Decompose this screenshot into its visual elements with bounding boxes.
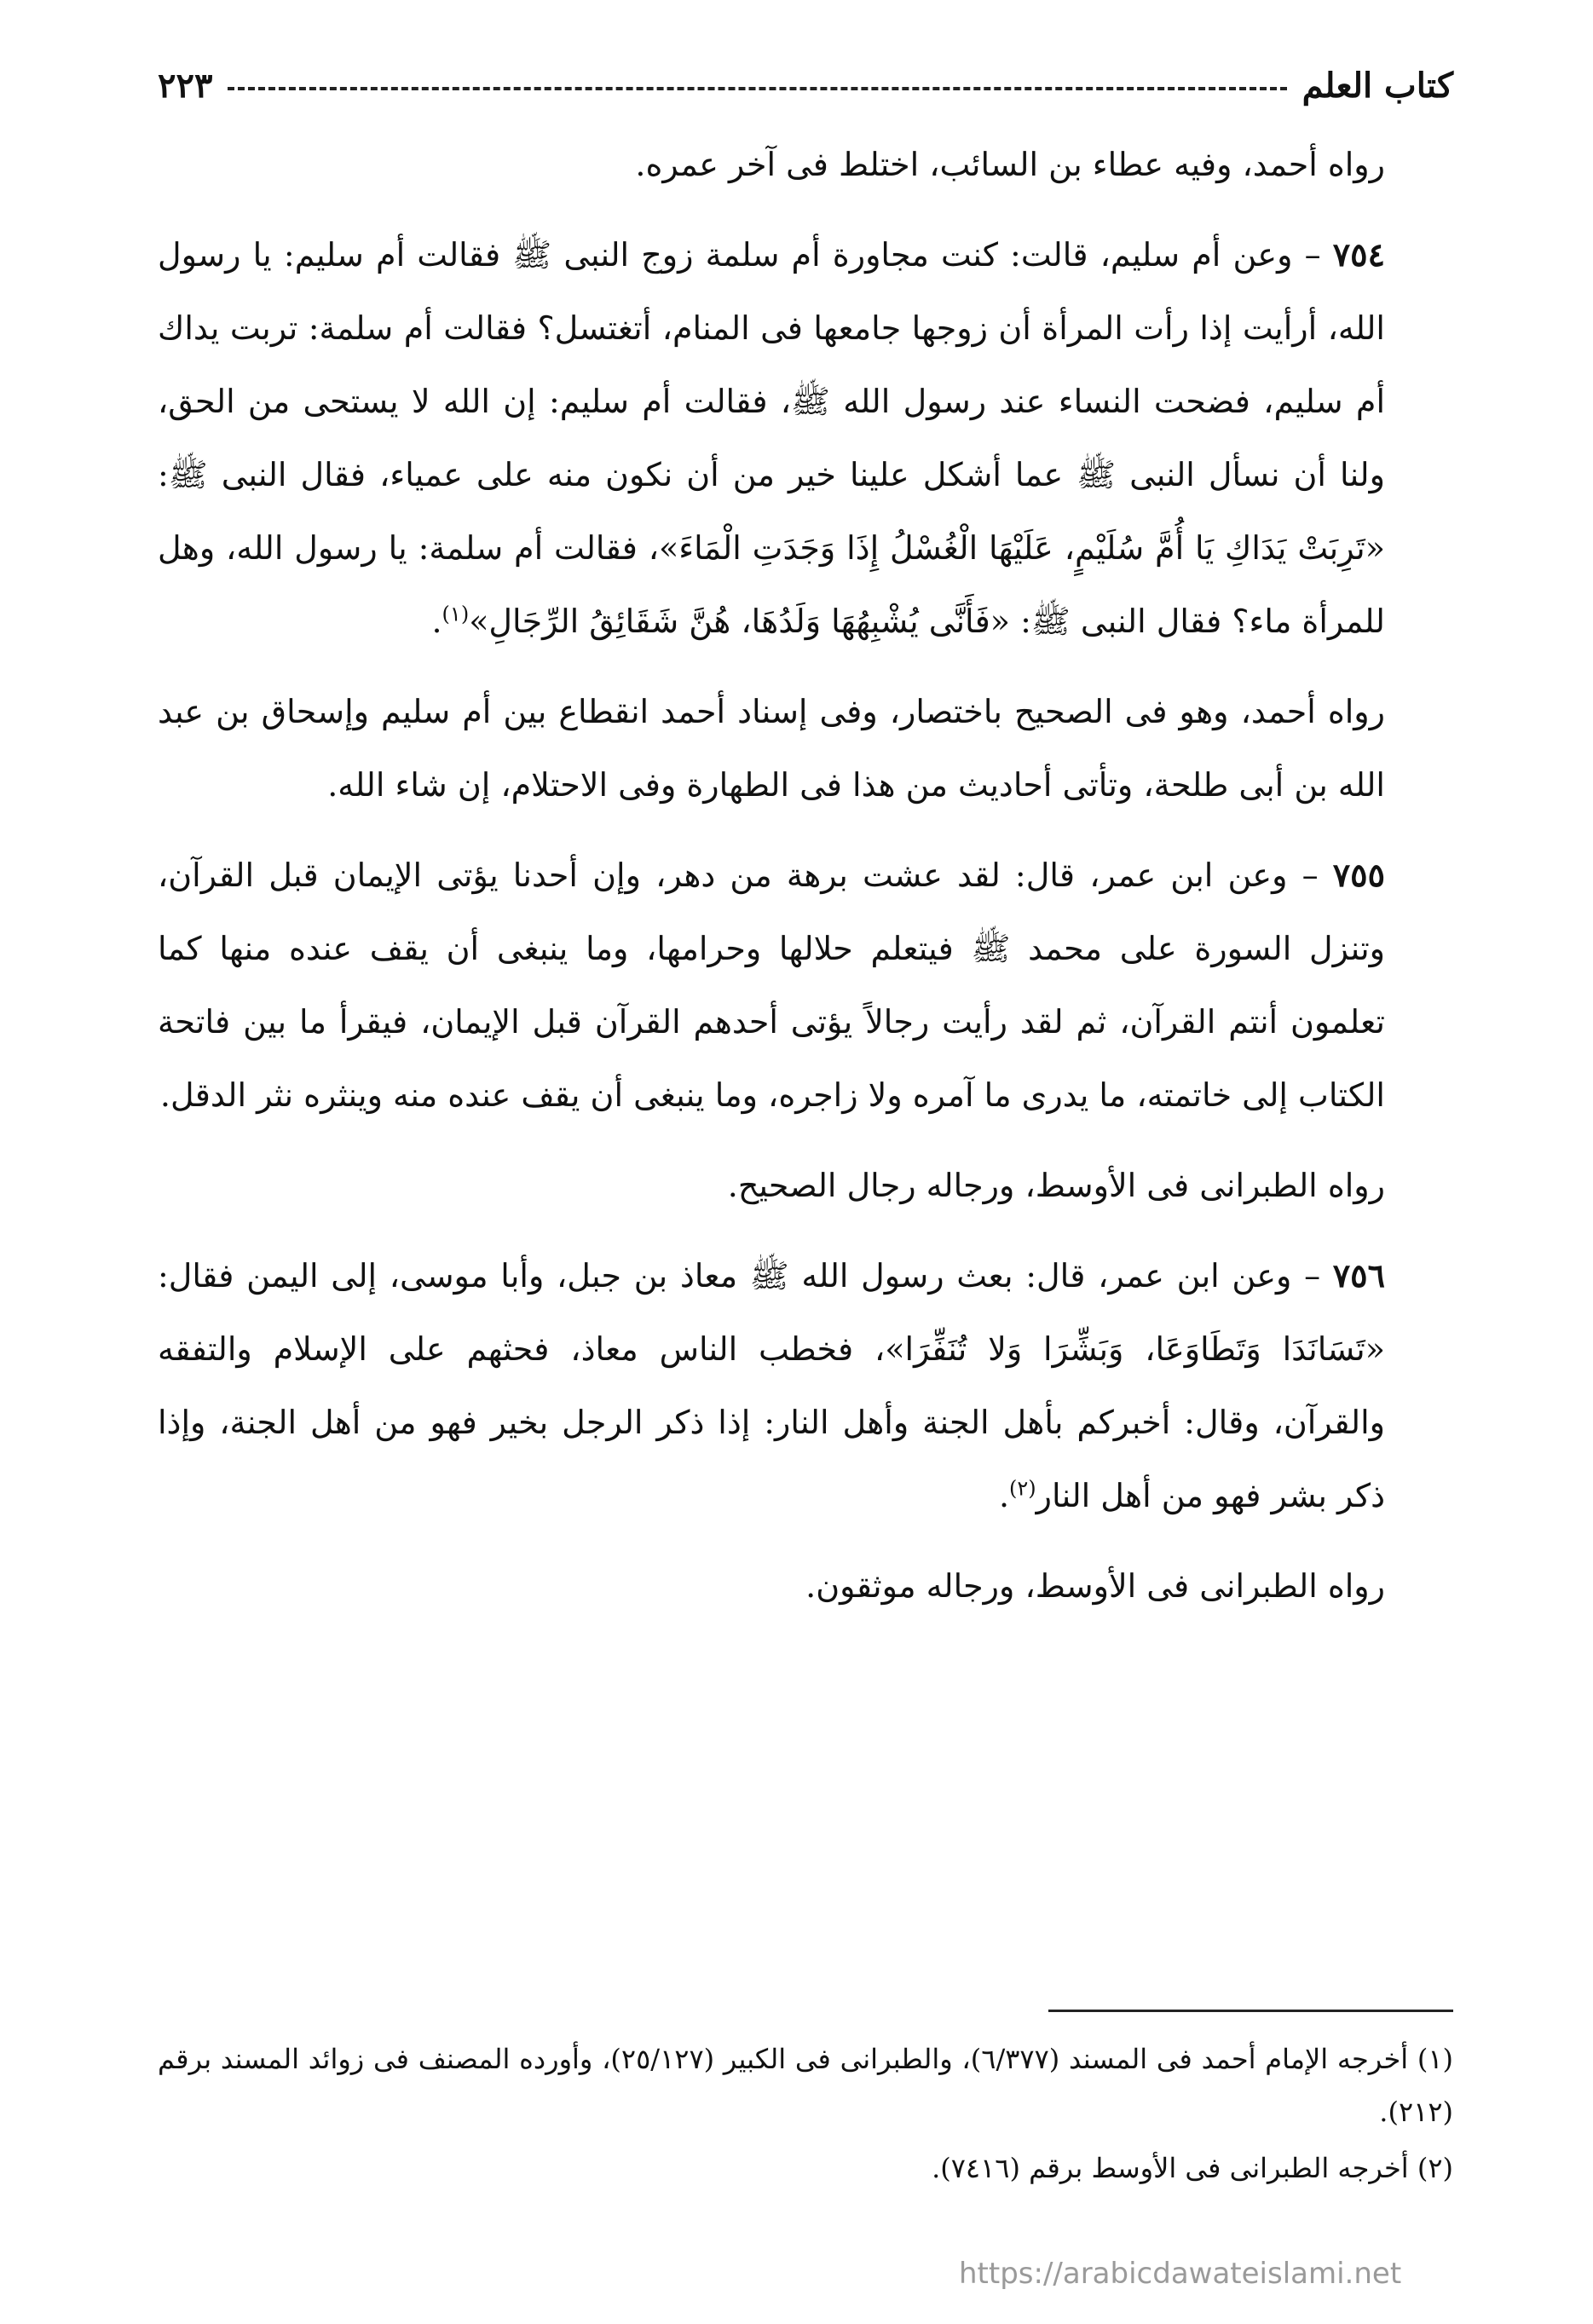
- footnote-ref-2: (٢): [1009, 1476, 1036, 1501]
- hadith-756: ٧٥٦ – وعن ابن عمر، قال: بعث رسول الله ﷺ معاذ بن جبل، وأبا موسى، إلى اليمن فقال: «تَسَانَدَا وَتَطَاوَعَا، وَبَشِّرَا وَلا تُنَفِّرَا»، فخطب الناس معاذ، فحثهم على الإسلام والتفقه والقرآن، وقال: أخبركم بأهل الجنة وأهل النار: إذا ذكر الرجل بخير فهو من أهل الجنة، وإذا ذكر بشر فهو من أهل النار$^{(٢)}$.: [158, 1256, 1385, 1514]
- header-dashed-rule: [228, 87, 1286, 90]
- hadith-755: [158, 839, 1453, 1132]
- hadith-text: – وعن ابن عمر، قال: لقد عشت برهة من دهر، وإن أحدنا يؤتى الإيمان قبل القرآن، وتنزل السورة على محمد ﷺ فيتعلم حلالها وحرامها، وما ينبغى أن يقف عنده منها كما تعلمون أنتم القرآن، ثم لقد رأيت رجالاً يؤتى أحدهم القرآن قبل الإيمان، فيقرأ ما بين فاتحة الكتاب إلى خاتمته، ما يدرى ما آمره ولا زاجره، وما ينبغى أن يقف عنده منه وينثره نثر الدقل.: [158, 856, 1385, 1114]
- source-note-3: رواه الطبرانى فى الأوسط، ورجاله رجال الصحيح.: [727, 1167, 1385, 1204]
- source-note-2: رواه أحمد، وهو فى الصحيح باختصار، وفى إسناد أحمد انقطاع بين أم سليم وإسحاق بن عبد الله بن أبى طلحة، وتأتى أحاديث من هذا فى الطهارة وفى الاحتلام، إن شاء الله.: [158, 693, 1385, 804]
- hadith-number: ٧٥٥: [1332, 856, 1385, 894]
- page-body: [158, 128, 1453, 1640]
- page-number: ٢٢٣: [158, 65, 213, 106]
- hadith-text: – وعن أم سليم، قالت: كنت مجاورة أم سلمة زوج النبى ﷺ فقالت أم سليم: يا رسول الله، أرأيت إذا رأت المرأة أن زوجها جامعها فى المنام، أتغتسل؟ فقالت أم سلمة: تربت يداك أم سليم، فضحت النساء عند رسول الله ﷺ، فقالت أم سليم: إن الله لا يستحى من الحق، ولنا أن نسأل النبى ﷺ عما أشكل علينا خير من أن نكون منه على عمياء، فقال النبى ﷺ: «تَرِبَتْ يَدَاكِ يَا أُمَّ سُلَيْمٍ، عَلَيْهَا الْغُسْلُ إِذَا وَجَدَتِ الْمَاءَ»، فقالت أم سلمة: يا رسول الله، وهل للمرأة ماء؟ فقال النبى ﷺ: «فَأَنَّى يُشْبِهُهَا وَلَدُهَا، هُنَّ شَقَائِقُ الرِّجَالِ»: [158, 236, 1385, 640]
- source-note-1: رواه أحمد، وفيه عطاء بن السائب، اختلط فى آخر عمره.: [635, 146, 1385, 183]
- footnote-1: (١) أخرجه الإمام أحمد فى المسند (٦/٣٧٧)، والطبرانى فى الكبير (٢٥/١٢٧)، وأورده المصنف فى زوائد المسند برقم (٢١٢).: [158, 2043, 1454, 2128]
- chapter-title: كتاب العلم: [1302, 65, 1453, 106]
- hadith-number: ٧٥٦: [1332, 1256, 1385, 1295]
- source-note-4: رواه الطبرانى فى الأوسط، ورجاله موثقون.: [805, 1567, 1385, 1605]
- hadith-754: ٧٥٤ – وعن أم سليم، قالت: كنت مجاورة أم سلمة زوج النبى ﷺ فقالت أم سليم: يا رسول الله، أرأيت إذا رأت المرأة أن زوجها جامعها فى المنام، أتغتسل؟ فقالت أم سلمة: تربت يداك أم سليم، فضحت النساء عند رسول الله ﷺ، فقالت أم سليم: إن الله لا يستحى من الحق، ولنا أن نسأل النبى ﷺ عما أشكل علينا خير من أن نكون منه على عمياء، فقال النبى ﷺ: «تَرِبَتْ يَدَاكِ يَا أُمَّ سُلَيْمٍ، عَلَيْهَا الْغُسْلُ إِذَا وَجَدَتِ الْمَاءَ»، فقالت أم سلمة: يا رسول الله، وهل للمرأة ماء؟ فقال النبى ﷺ: «فَأَنَّى يُشْبِهُهَا وَلَدُهَا، هُنَّ شَقَائِقُ الرِّجَالِ»$^{(١)}$.: [158, 235, 1385, 640]
- footnotes: [158, 2033, 1453, 2198]
- footnote-2: (٢) أخرجه الطبرانى فى الأوسط برقم (٧٤١٦).: [932, 2152, 1453, 2184]
- footnote-separator: [1048, 2010, 1453, 2012]
- site-watermark: https://arabicdawateislami.net: [959, 2257, 1402, 2291]
- hadith-text: – وعن ابن عمر، قال: بعث رسول الله ﷺ معاذ بن جبل، وأبا موسى، إلى اليمن فقال: «تَسَانَدَا وَتَطَاوَعَا، وَبَشِّرَا وَلا تُنَفِّرَا»، فخطب الناس معاذ، فحثهم على الإسلام والتفقه والقرآن، وقال: أخبركم بأهل الجنة وأهل النار: إذا ذكر الرجل بخير فهو من أهل الجنة، وإذا ذكر بشر فهو من أهل النار: [158, 1257, 1385, 1514]
- footnote-ref-1: (١): [442, 602, 470, 626]
- page-header: [158, 60, 1453, 111]
- hadith-number: ٧٥٤: [1332, 235, 1385, 274]
